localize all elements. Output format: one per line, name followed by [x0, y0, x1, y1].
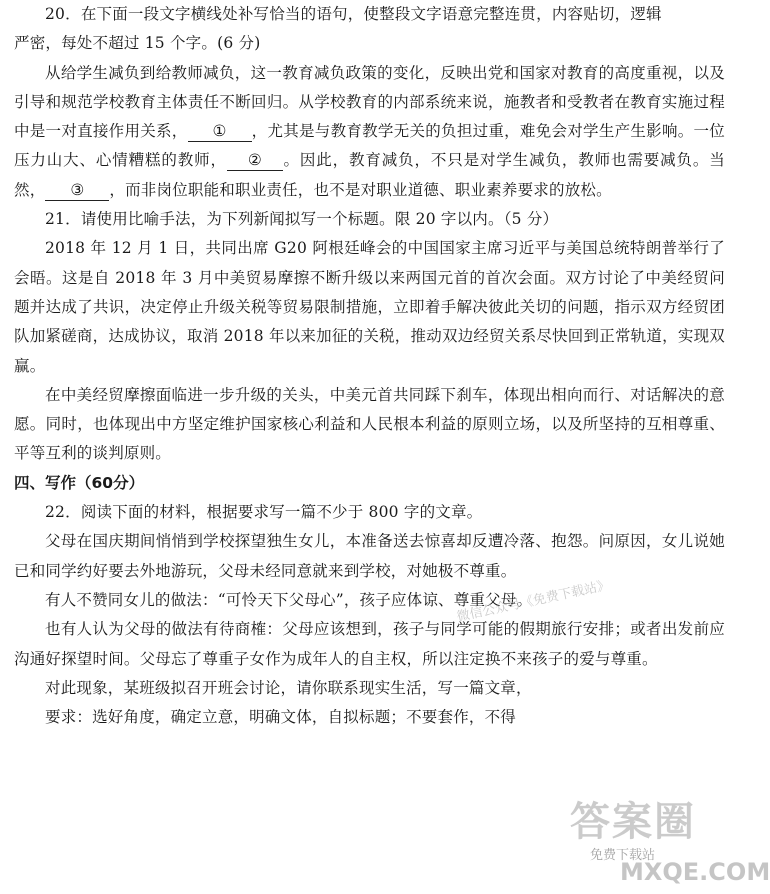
q22-material-para2: 有人不赞同女儿的做法：“可怜天下父母心”，孩子应体谅、尊重父母。 [45, 590, 533, 609]
q21-stem: 21．请使用比喻手法，为下列新闻拟写一个标题。限 20 字以内。（5 分） [45, 210, 559, 229]
q20-stem-line1: 20．在下面一段文字横线处补写恰当的语句，使整段文字语意完整连贯，内容贴切，逻辑 [45, 5, 662, 23]
blank-2: ② [227, 150, 283, 171]
q22-material-para1: 父母在国庆期间悄悄到学校探望独生女儿，本准备送去惊喜却反遭冷落、抱怨。问原因，女儿说她已和同学约好要去外地游玩，父母未经同意就来到学校，对她极不尊重。 [14, 532, 725, 580]
q22-task: 对此现象，某班级拟召开班会讨论，请你联系现实生活，写一篇文章， [45, 678, 532, 697]
blank-3: ③ [45, 180, 109, 201]
q20-stem-line2: 严密，每处不超过 15 个字。(6 分) [14, 34, 261, 53]
watermark-url: MXQE.COM [620, 858, 770, 886]
q21-news-para1: 2018 年 12 月 1 日，共同出席 G20 阿根廷峰会的中国国家主席习近平与美国总统特朗普举行了会晤。这是自 2018 年 3 月中美贸易摩擦不断升级以来两国元首的首次会面。双方讨论了中美经贸问题并达成了共识，决定停止升级关税等贸易限制措施，立即着手解决彼此关切的问题，指示双方经贸团队加紧磋商，达成协议，取消 2018 年以来加征的关税，推动双边经贸关系尽快回到正常轨道，实现双赢。 [14, 239, 725, 375]
q20-passage: 从给学生减负到给教师减负，这一教育减负政策的变化，反映出党和国家对教育的高度重视，以及引导和规范学校教育主体责任不断回归。从学校教育的内部系统来说，施教者和受教者在教育实施过程中是一对直接作用关系， ① ，尤其是与教育教学无关的负担过重，难免会对学生产生影响。一位压力山大、心情糟糕的教师， ② 。因此，教育减负，不只是对学生减负，教师也需要减负。当然， ③ ，而非岗位职能和职业责任，也不是对职业道德、职业素养要求的放松。 [14, 63, 725, 199]
blank-1: ① [188, 121, 252, 142]
q21-news-para2: 在中美经贸摩擦面临进一步升级的关头，中美元首共同踩下刹车，体现出相向而行、对话解决的意愿。同时，也体现出中方坚定维护国家核心利益和人民根本利益的原则立场，以及所坚持的互相尊重、平等互利的谈判原则。 [14, 385, 725, 463]
watermark-subtitle: 免费下载站 [590, 848, 656, 863]
q22-requirements: 要求：选好角度，确定立意，明确文体，自拟标题；不要套作，不得 [45, 708, 517, 727]
q22-material-para3: 也有人认为父母的做法有待商榷：父母应该想到，孩子与同学可能的假期旅行安排；或者出发前应沟通好探望时间。父母忘了尊重子女作为成年人的自主权，所以注定换不来孩子的爱与尊重。 [14, 620, 725, 668]
q22-stem: 22．阅读下面的材料，根据要求写一篇不少于 800 字的文章。 [45, 503, 483, 522]
wechat-watermark: 微信公众号《免费下载站》 [455, 577, 612, 626]
site-watermark-logo [560, 790, 770, 890]
section-heading-writing: 四、写作（60分） [14, 473, 145, 492]
watermark-logo-text: 答案圈 [570, 799, 696, 845]
